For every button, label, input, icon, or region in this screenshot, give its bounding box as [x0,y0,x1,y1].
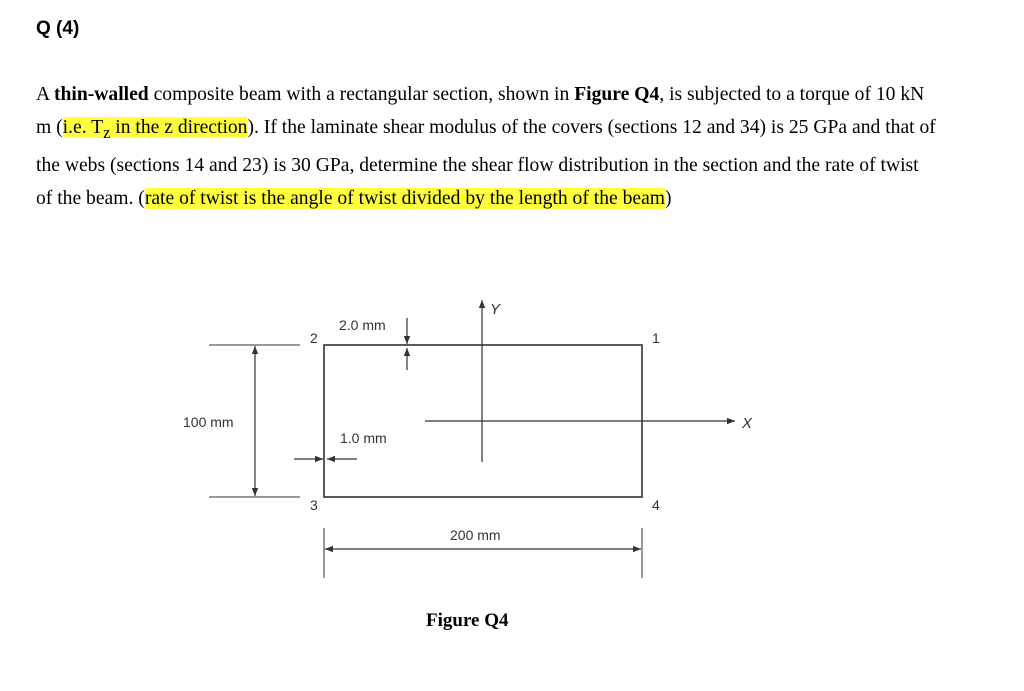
question-text-part: composite beam with a rectangular section, shown in [148,84,575,105]
x-axis-label: X [742,415,753,432]
question-text-part: ). If the laminate shear modulus of the covers (sections 12 and 34) is 25 GPa and that of the webs (sections 14 and 23) is 30 GPa, determine the shear flow distribution in the section and the rate of twist of the beam. ( [36,117,936,209]
web-thickness-label: 1.0 mm [340,430,387,446]
width-dimension [324,527,642,578]
question-number: Q (4) [36,18,80,39]
question-text-part: , is subjected to a torque of 10 kN m ( [36,84,925,138]
height-label: 100 mm [183,414,234,430]
highlight-rate-of-twist: rate of twist is the angle of twist divided by the length of the beam [144,187,666,209]
question-bold-figure-ref: Figure Q4 [574,84,660,105]
height-dimension [183,345,300,497]
figure-caption: Figure Q4 [426,610,509,631]
cover-thickness-label: 2.0 mm [339,317,386,333]
corner-label-4: 4 [652,497,660,513]
subscript-z: z [103,122,111,142]
y-axis-label: Y [490,301,501,318]
web-thickness-dimension [294,430,387,459]
cover-thickness-dimension [339,317,407,370]
corner-label-1: 1 [652,330,660,346]
question-text-part: ) [665,187,672,209]
width-label: 200 mm [450,527,501,543]
highlight-text: in the z direction [110,117,248,138]
corner-label-2: 2 [310,330,318,346]
question-bold-thin-walled: thin-walled [53,84,149,105]
corner-label-3: 3 [310,497,318,513]
highlight-text: i.e. T [62,117,104,138]
question-text-part: A [36,84,54,105]
